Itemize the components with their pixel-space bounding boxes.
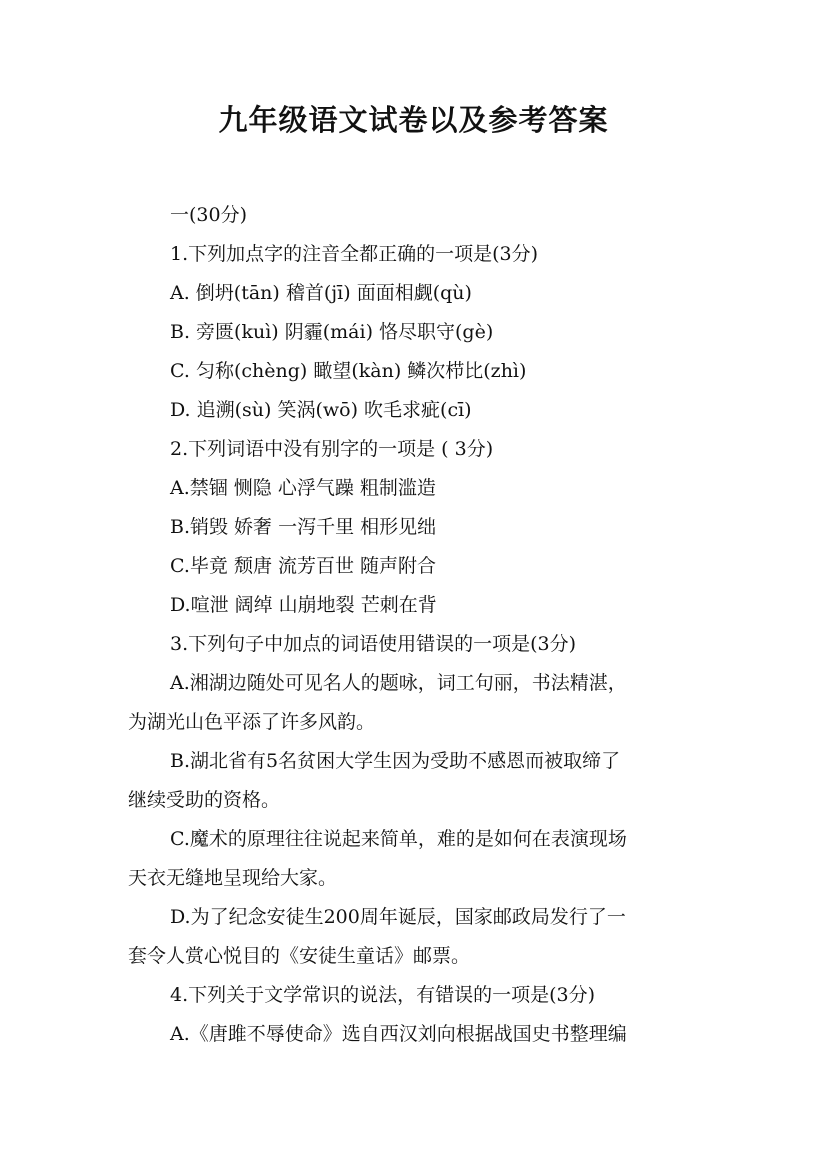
text-line: D.喧泄 阔绰 山崩地裂 芒刺在背	[170, 594, 437, 616]
text-line: C. 匀称(chèng) 瞰望(kàn) 鳞次栉比(zhì)	[170, 360, 527, 382]
text-line: 4.下列关于文学常识的说法，有错误的一项是(3分)	[170, 984, 596, 1006]
text-line: 继续受助的资格。	[128, 789, 281, 811]
text-line: B.销毁 娇奢 一泻千里 相形见绌	[170, 516, 437, 538]
text-line: A.《唐雎不辱使命》选自西汉刘向根据战国史书整理编	[170, 1023, 627, 1045]
text-line: C.魔术的原理往往说起来简单，难的是如何在表演现场	[170, 828, 627, 850]
text-line: A. 倒坍(tān) 稽首(jī) 面面相觑(qù)	[170, 282, 472, 304]
document-body	[128, 196, 708, 1054]
text-line: A.湘湖边随处可见名人的题咏，词工句丽，书法精湛，	[170, 672, 627, 694]
text-line: B. 旁匮(kuì) 阴霾(mái) 恪尽职守(gè)	[170, 321, 494, 343]
text-line: 套令人赏心悦目的《安徒生童话》邮票。	[128, 945, 471, 967]
text-line: 为湖光山色平添了许多风韵。	[128, 711, 376, 733]
text-line: B.湖北省有5名贫困大学生因为受助不感恩而被取缔了	[170, 750, 621, 772]
text-line: 天衣无缝地呈现给大家。	[128, 867, 338, 889]
text-line: D. 追溯(sù) 笑涡(wō) 吹毛求疵(cī)	[170, 399, 472, 421]
text-line: 3.下列句子中加点的词语使用错误的一项是(3分)	[170, 633, 577, 655]
text-line: A.禁锢 恻隐 心浮气躁 粗制滥造	[170, 477, 436, 499]
text-line: 2.下列词语中没有别字的一项是 ( 3分)	[170, 438, 494, 460]
text-line: C.毕竟 颓唐 流芳百世 随声附合	[170, 555, 437, 577]
document-title: 九年级语文试卷以及参考答案	[218, 103, 609, 137]
text-line: 1.下列加点字的注音全都正确的一项是(3分)	[170, 243, 539, 265]
text-line: 一(30分)	[170, 204, 248, 226]
text-line: D.为了纪念安徒生200周年诞辰，国家邮政局发行了一	[170, 906, 626, 928]
